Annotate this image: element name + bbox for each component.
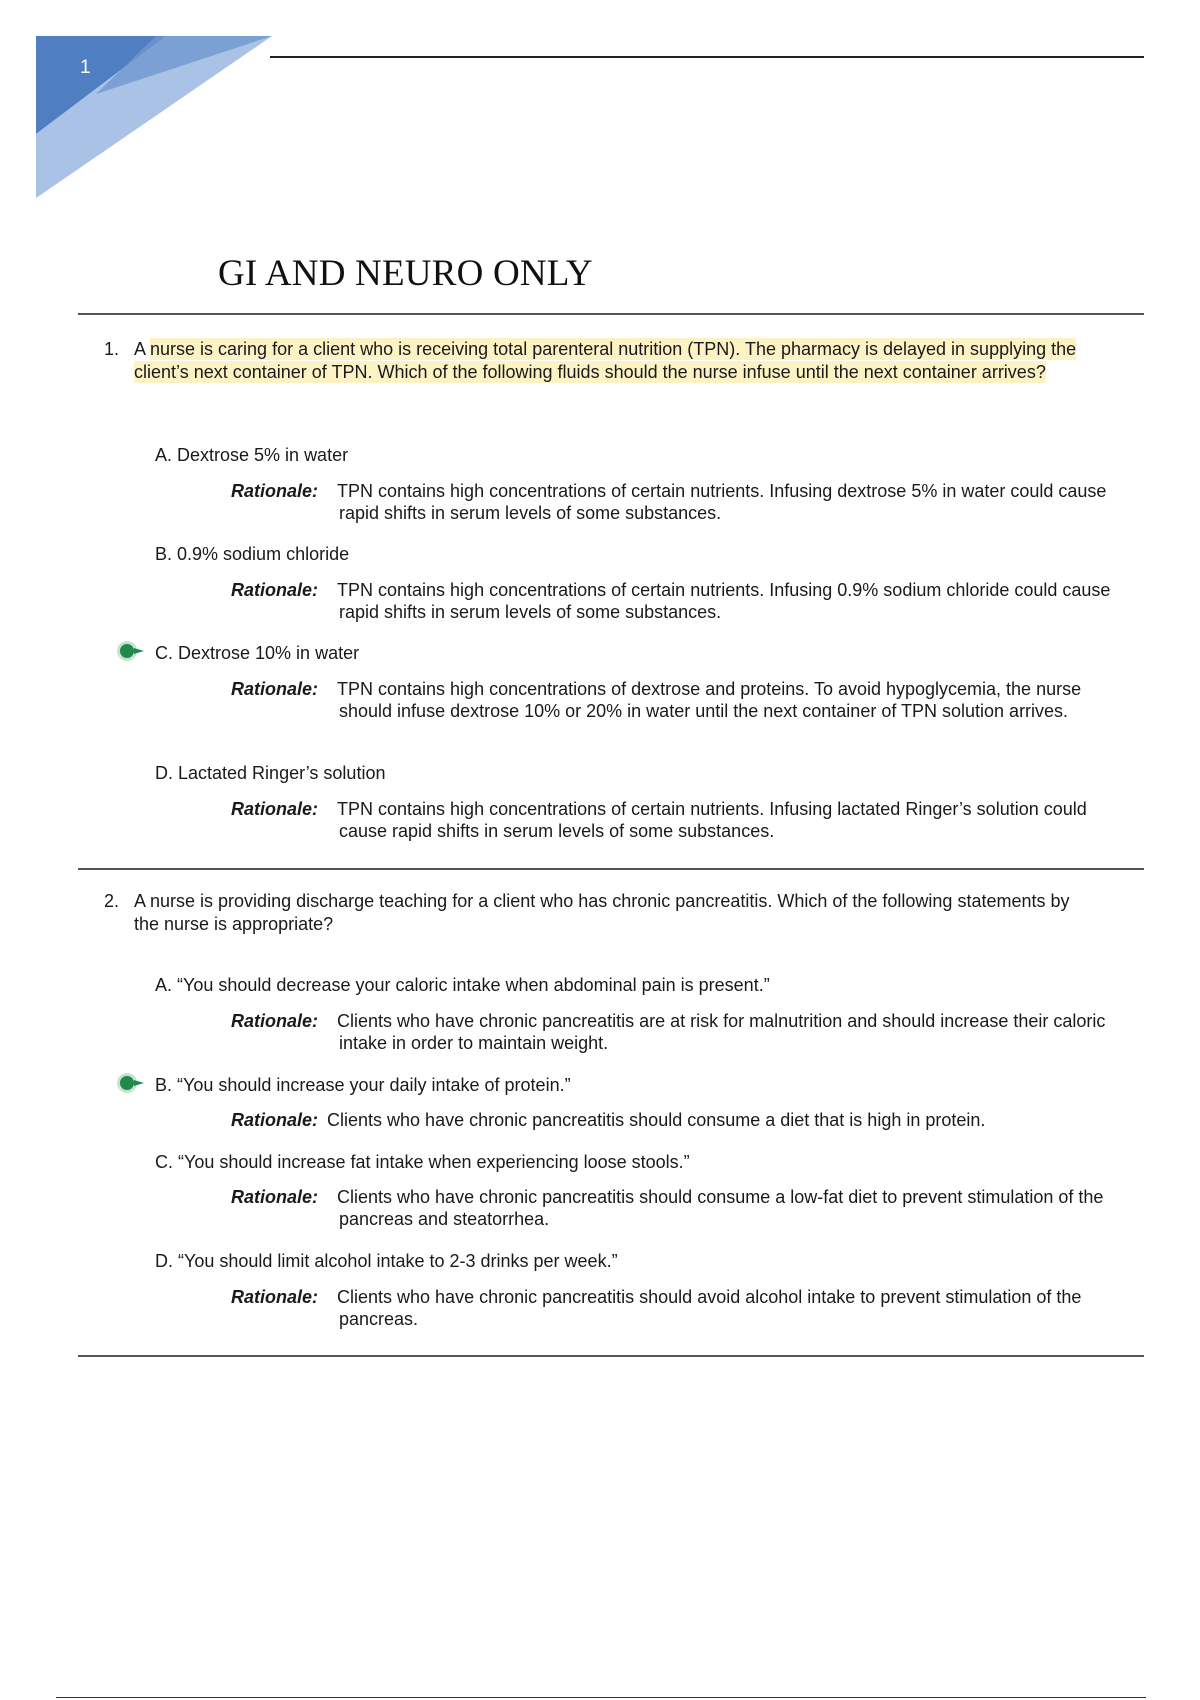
rationale-label: Rationale: [231,1011,319,1031]
rationale-text: Clients who have chronic pancreatitis should consume a diet that is high in protein. [322,1110,986,1130]
answer-option[interactable]: B. 0.9% sodium chloride [155,544,350,564]
divider [78,313,1144,315]
rationale-text: TPN contains high concentrations of dextrose and proteins. To avoid hypoglycemia, the nurse should infuse dextrose 10% or 20% in water until the next container of TPN solution arrives. [337,679,1082,721]
question-stem-lead: A [134,339,151,359]
rationale [231,1186,1111,1230]
question-number: 2. [104,891,120,911]
header-rule [270,56,1144,58]
rationale-label: Rationale: [231,679,319,699]
answer-option[interactable]: C. “You should increase fat intake when experiencing loose stools.” [155,1152,690,1172]
answer-option[interactable]: D. “You should limit alcohol intake to 2-3 drinks per week.” [155,1251,618,1271]
rationale-label: Rationale: [231,481,319,501]
question-stem-highlighted: nurse is caring for a client who is receiving total parenteral nutrition (TPN). The pharmacy is delayed in supplying the client’s next container of TPN. Which of the following fluids should the nurse infuse until the next container arrives? [134,339,1077,382]
rationale [231,798,1111,842]
rationale [231,480,1111,524]
rationale-text: TPN contains high concentrations of certain nutrients. Infusing dextrose 5% in water could cause rapid shifts in serum levels of some substances. [337,481,1107,523]
rationale-label: Rationale: [231,1187,319,1207]
answer-option-correct[interactable]: B. “You should increase your daily intake of protein.” [155,1075,571,1095]
rationale [231,579,1111,623]
correct-answer-marker-icon [116,640,150,662]
question-stem: A nurse is providing discharge teaching for a client who has chronic pancreatitis. Which of the following statements by the nurse is appropriate? [134,891,1070,934]
question-number: 1. [104,339,120,359]
rationale-label: Rationale: [231,799,319,819]
rationale [231,1010,1111,1054]
answer-option[interactable]: D. Lactated Ringer’s solution [155,763,386,783]
rationale-label: Rationale: [231,1110,319,1130]
rationale-label: Rationale: [231,580,319,600]
answer-option-correct[interactable]: C. Dextrose 10% in water [155,643,360,663]
rationale-label: Rationale: [231,1287,319,1307]
rationale-text: Clients who have chronic pancreatitis should consume a low-fat diet to prevent stimulation of the pancreas and steatorrhea. [337,1187,1104,1229]
page-corner-decoration [36,36,272,198]
question-stem [134,338,1124,384]
page-title: GI AND NEURO ONLY [218,253,593,294]
rationale [231,1109,1131,1131]
footer-rule [56,1697,1146,1698]
page-number: 1 [80,57,91,78]
answer-option[interactable]: A. Dextrose 5% in water [155,445,349,465]
rationale [231,678,1111,722]
divider [78,1355,1144,1357]
rationale-text: TPN contains high concentrations of certain nutrients. Infusing 0.9% sodium chloride could cause rapid shifts in serum levels of some substances. [337,580,1111,622]
answer-option[interactable]: A. “You should decrease your caloric intake when abdominal pain is present.” [155,975,770,995]
rationale-text: TPN contains high concentrations of certain nutrients. Infusing lactated Ringer’s solution could cause rapid shifts in serum levels of some substances. [337,799,1087,841]
divider [78,868,1144,870]
rationale-text: Clients who have chronic pancreatitis should avoid alcohol intake to prevent stimulation of the pancreas. [337,1287,1082,1329]
rationale [231,1286,1111,1330]
rationale-text: Clients who have chronic pancreatitis are at risk for malnutrition and should increase their caloric intake in order to maintain weight. [337,1011,1106,1053]
correct-answer-marker-icon [116,1072,150,1094]
